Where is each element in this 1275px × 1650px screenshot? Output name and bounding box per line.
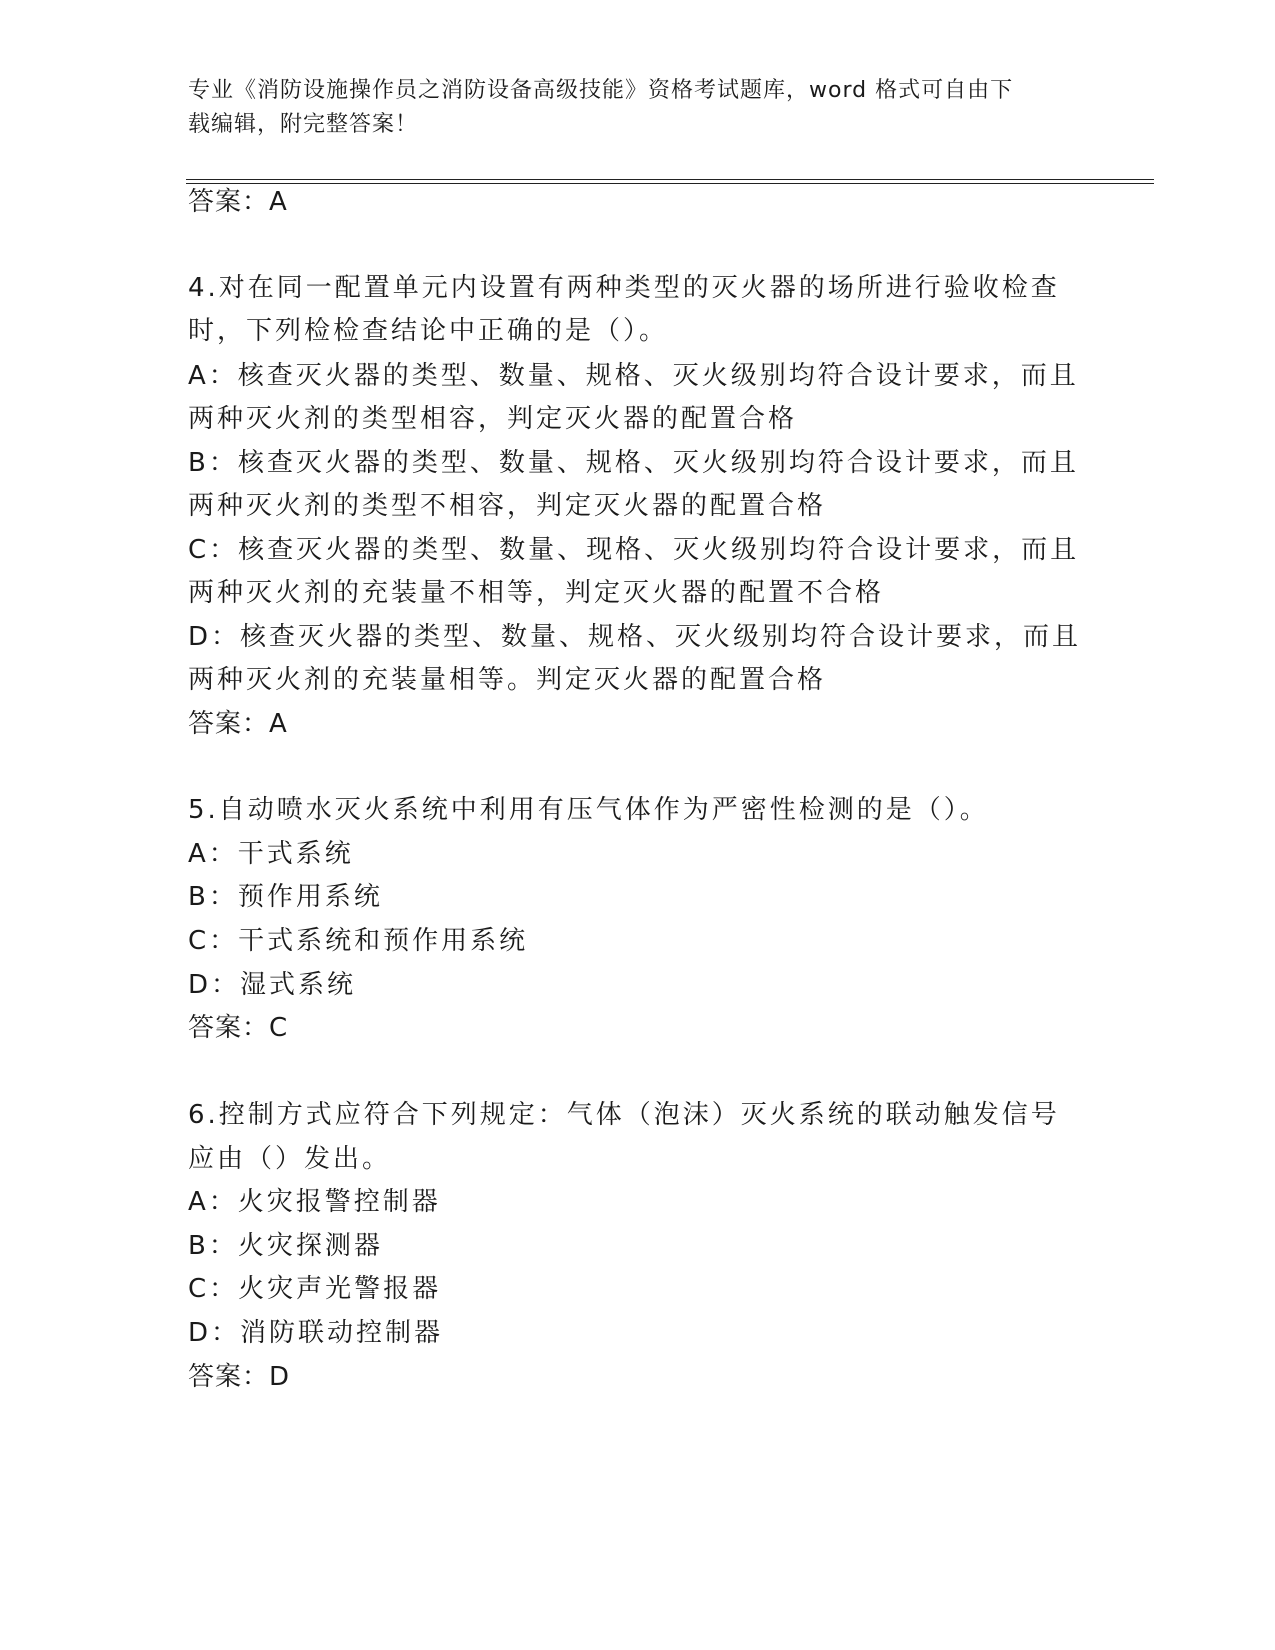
question-5-option-c: C：干式系统和预作用系统 — [188, 926, 529, 956]
question-5-option-a: A：干式系统 — [188, 839, 354, 869]
question-5-answer: 答案：C — [188, 1013, 289, 1043]
question-6-stem-line-2: 应由（）发出。 — [188, 1144, 392, 1174]
question-4-option-c-line-2: 两种灭火剂的充装量不相等，判定灭火器的配置不合格 — [188, 578, 885, 608]
question-6-stem-line-1: 6.控制方式应符合下列规定：气体（泡沫）灭火系统的联动触发信号 — [188, 1100, 1060, 1130]
header-line-2: 载编辑，附完整答案！ — [188, 112, 419, 137]
question-4-answer: 答案：A — [188, 709, 288, 739]
question-4-stem-line-1: 4.对在同一配置单元内设置有两种类型的灭火器的场所进行验收检查 — [188, 273, 1060, 303]
question-4-option-b-line-1: B：核查灭火器的类型、数量、规格、灭火级别均符合设计要求，而且 — [188, 448, 1079, 478]
question-4-option-d-line-2: 两种灭火剂的充装量相等。判定灭火器的配置合格 — [188, 665, 827, 695]
question-6-option-b: B：火灾探测器 — [188, 1231, 383, 1261]
question-4-option-c-line-1: C：核查灭火器的类型、数量、现格、灭火级别均符合设计要求，而且 — [188, 535, 1080, 565]
question-4-option-a-line-2: 两种灭火剂的类型相容，判定灭火器的配置合格 — [188, 404, 798, 434]
page-header — [188, 74, 1068, 142]
question-6-option-d: D：消防联动控制器 — [188, 1318, 444, 1348]
question-4-option-a-line-1: A：核查灭火器的类型、数量、规格、灭火级别均符合设计要求，而且 — [188, 361, 1079, 391]
question-5-option-b: B：预作用系统 — [188, 882, 383, 912]
question-6-option-a: A：火灾报警控制器 — [188, 1187, 441, 1217]
question-6-answer: 答案：D — [188, 1362, 291, 1392]
question-5-stem-line-1: 5.自动喷水灭火系统中利用有压气体作为严密性检测的是（）。 — [188, 795, 989, 825]
question-4-stem-line-2: 时，下列检检查结论中正确的是（）。 — [188, 316, 669, 346]
question-6-option-c: C：火灾声光警报器 — [188, 1274, 442, 1304]
previous-answer: 答案：A — [188, 187, 288, 217]
question-4-option-d-line-1: D：核查灭火器的类型、数量、规格、灭火级别均符合设计要求，而且 — [188, 622, 1082, 652]
question-5-option-d: D：湿式系统 — [188, 970, 357, 1000]
header-line-1: 专业《消防设施操作员之消防设备高级技能》资格考试题库，word 格式可自由下 — [188, 78, 1014, 103]
question-4-option-b-line-2: 两种灭火剂的类型不相容，判定灭火器的配置合格 — [188, 491, 827, 521]
header-divider — [186, 179, 1154, 184]
